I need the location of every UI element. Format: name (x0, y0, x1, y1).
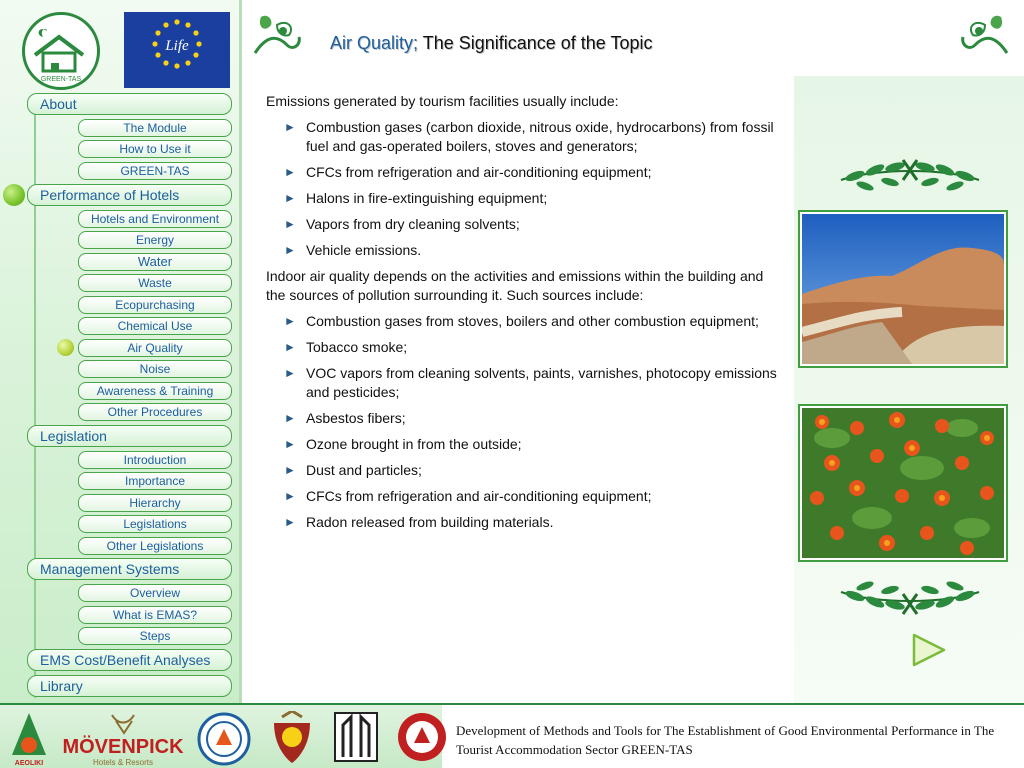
list-item-text: Asbestos fibers; (306, 410, 406, 426)
lantana-flowers-photo (798, 404, 1008, 562)
submenu-energy[interactable]: Energy (78, 231, 232, 249)
active-section-indicator (3, 184, 25, 206)
movenpick-logo (62, 711, 184, 767)
flowers-image (802, 408, 1004, 558)
submenu-air-quality[interactable]: Air Quality (78, 339, 232, 357)
arrow-right-icon: ► (284, 243, 296, 257)
list-item-text: Radon released from building materials. (306, 514, 554, 530)
list-item-text: Ozone brought in from the outside; (306, 436, 522, 452)
eu-life-logo (124, 12, 230, 88)
university-red-seal-icon (396, 711, 448, 763)
list-item (266, 435, 786, 454)
list-item-text: Vehicle emissions. (306, 242, 422, 258)
submenu-waste[interactable]: Waste (78, 274, 232, 292)
submenu-what-is-emas[interactable]: What is EMAS? (78, 606, 232, 624)
list-item-text: CFCs from refrigeration and air-conditioning equipment; (306, 488, 652, 504)
list-item (266, 364, 786, 402)
arrow-right-icon: ► (284, 217, 296, 231)
arrow-right-icon: ► (284, 463, 296, 477)
arrow-right-icon: ► (284, 489, 296, 503)
submenu-overview[interactable]: Overview (78, 584, 232, 602)
eu-life-label: Life (165, 38, 189, 54)
canyon-path-image (802, 214, 1004, 364)
movenpick-sublabel: Hotels & Resorts (92, 758, 154, 767)
jordan-coat-of-arms-icon (266, 711, 318, 767)
list-item-text: Dust and particles; (306, 462, 422, 478)
next-arrow-icon[interactable] (910, 632, 948, 668)
list-item (266, 312, 786, 331)
list-item (266, 338, 786, 357)
submenu-steps[interactable]: Steps (78, 627, 232, 645)
arrow-right-icon: ► (284, 411, 296, 425)
arrow-right-icon: ► (284, 120, 296, 134)
page-title-subtitle: The Significance of the Topic (418, 33, 653, 53)
submenu-importance[interactable]: Importance (78, 472, 232, 490)
greentas-logo (22, 12, 100, 90)
menu-legislation[interactable]: Legislation (27, 425, 232, 447)
greentas-logo-label: GREEN-TAS (40, 76, 82, 83)
page-title (330, 33, 653, 54)
arrow-right-icon: ► (284, 314, 296, 328)
main-content (266, 92, 786, 539)
submenu-how-to-use[interactable]: How to Use it (78, 140, 232, 158)
aeoliki-label: AEOLIKI (14, 760, 44, 767)
submenu-other-legislations[interactable]: Other Legislations (78, 537, 232, 555)
list-item (266, 487, 786, 506)
aeoliki-logo (8, 711, 50, 767)
submenu-legislations[interactable]: Legislations (78, 515, 232, 533)
university-seal-icon (196, 711, 252, 767)
list-item-text: Combustion gases from stoves, boilers and other combustion equipment; (306, 313, 759, 329)
submenu-noise[interactable]: Noise (78, 360, 232, 378)
menu-about[interactable]: About (27, 93, 232, 115)
project-description: Development of Methods and Tools for The Establishment of Good Environmental Performance in The Tourist Accommodation Sector GREEN-TAS (456, 723, 995, 757)
sidebar (0, 0, 242, 703)
movenpick-label: MÖVENPICK (62, 736, 184, 758)
arrow-right-icon: ► (284, 515, 296, 529)
eu-stars-icon (124, 12, 230, 88)
canyon-photo (798, 210, 1008, 368)
menu-performance-of-hotels[interactable]: Performance of Hotels (27, 184, 232, 206)
laurel-garland-icon (835, 150, 985, 202)
submenu-other-procedures[interactable]: Other Procedures (78, 403, 232, 421)
arrow-right-icon: ► (284, 191, 296, 205)
ministry-emblem-icon (333, 711, 379, 763)
submenu-green-tas[interactable]: GREEN-TAS (78, 162, 232, 180)
footer (0, 703, 1024, 768)
intro-emissions: Emissions generated by tourism facilities usually include: (266, 93, 619, 109)
list-item-text: Halons in fire-extinguishing equipment; (306, 190, 548, 206)
list-item-text: VOC vapors from cleaning solvents, paints, varnishes, photocopy emissions and pesticides; (306, 365, 777, 400)
list-item (266, 409, 786, 428)
page-title-topic: Air Quality; (330, 33, 419, 53)
vine-ornament-icon (247, 5, 307, 65)
list-item (266, 163, 786, 182)
submenu-introduction[interactable]: Introduction (78, 451, 232, 469)
list-item-text: CFCs from refrigeration and air-conditioning equipment; (306, 164, 652, 180)
emissions-list (266, 118, 786, 260)
indoor-sources-list (266, 312, 786, 532)
list-item-text: Combustion gases (carbon dioxide, nitrous oxide, hydrocarbons) from fossil fuel and gas-operated boilers, stoves and generators; (306, 119, 774, 154)
submenu-hierarchy[interactable]: Hierarchy (78, 494, 232, 512)
submenu-chemical-use[interactable]: Chemical Use (78, 317, 232, 335)
list-item (266, 118, 786, 156)
list-item-text: Vapors from dry cleaning solvents; (306, 216, 520, 232)
submenu-awareness-training[interactable]: Awareness & Training (78, 382, 232, 400)
laurel-garland-icon (835, 570, 985, 622)
submenu-hotels-and-environment[interactable]: Hotels and Environment (78, 210, 232, 228)
menu-ems-cost-benefit[interactable]: EMS Cost/Benefit Analyses (27, 649, 232, 671)
list-item (266, 189, 786, 208)
submenu-the-module[interactable]: The Module (78, 119, 232, 137)
arrow-right-icon: ► (284, 165, 296, 179)
vine-ornament-icon (955, 5, 1015, 65)
menu-library[interactable]: Library (27, 675, 232, 697)
list-item (266, 461, 786, 480)
list-item (266, 513, 786, 532)
arrow-right-icon: ► (284, 437, 296, 451)
intro-indoor-air: Indoor air quality depends on the activities and emissions within the building and the sources of pollution surrounding it. Such sources include: (266, 268, 764, 303)
menu-management-systems[interactable]: Management Systems (27, 558, 232, 580)
submenu-water[interactable]: Water (78, 253, 232, 271)
list-item-text: Tobacco smoke; (306, 339, 408, 355)
house-leaf-icon (25, 15, 97, 87)
submenu-ecopurchasing[interactable]: Ecopurchasing (78, 296, 232, 314)
arrow-right-icon: ► (284, 340, 296, 354)
list-item (266, 241, 786, 260)
list-item (266, 215, 786, 234)
arrow-right-icon: ► (284, 366, 296, 380)
active-item-indicator (57, 339, 74, 356)
